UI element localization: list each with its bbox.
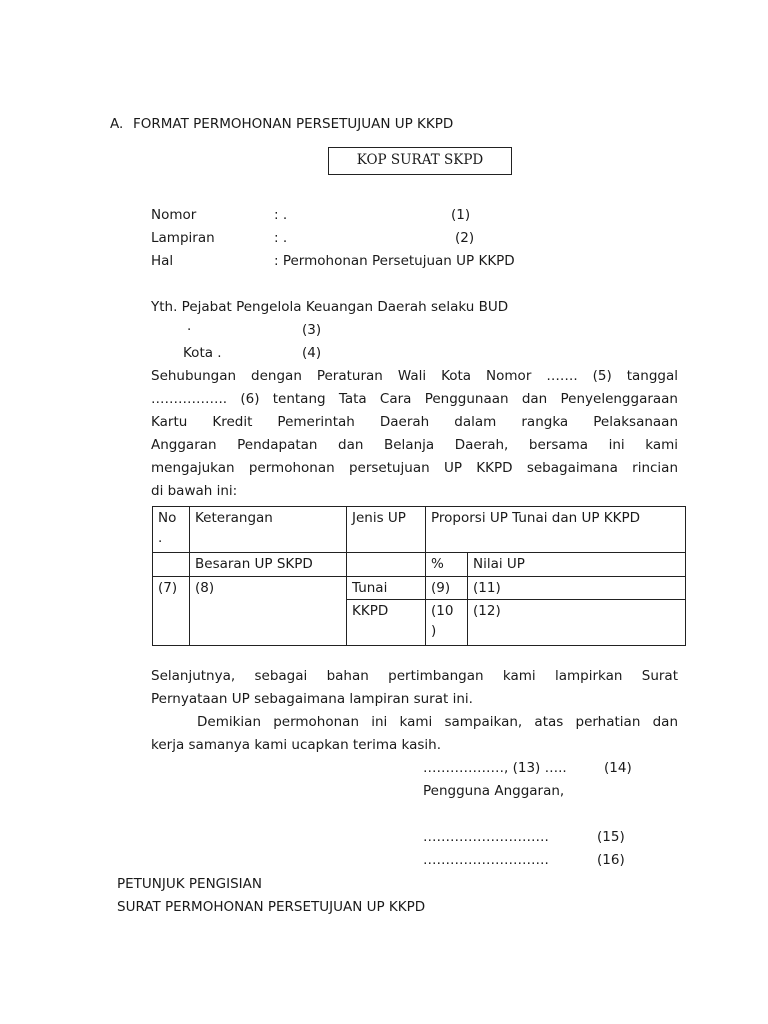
paragraph-line: Pernyataan UP sebagaimana lampiran surat ini.: [151, 691, 473, 707]
paragraph-line: Selanjutnya, sebagai bahan pertimbangan kami lampirkan Surat: [151, 668, 678, 684]
table-subheader-row: [153, 553, 686, 577]
header-proporsi: Proporsi UP Tunai dan UP KKPD: [426, 507, 686, 553]
header-jenis-up: Jenis UP: [347, 507, 426, 553]
paragraph-line: …………….. (6) tentang Tata Cara Penggunaan dan Penyelenggaraan: [151, 391, 678, 407]
field-ref-lampiran: (2): [455, 230, 475, 246]
cell-nilai-tunai: (11): [468, 577, 686, 600]
paragraph-line: Demikian permohonan ini kami sampaikan, atas perhatian dan: [197, 714, 678, 730]
table-cell: [153, 553, 190, 577]
place-date: ………………, (13) …..: [423, 760, 567, 776]
addressee-name-ref: (3): [302, 322, 322, 338]
cell-no: (7): [153, 577, 190, 646]
cell-percent-tunai: (9): [426, 577, 468, 600]
field-value-lampiran: : .: [274, 230, 288, 246]
addressee-city: Kota .: [183, 345, 222, 361]
paragraph-line: Anggaran Pendapatan dan Belanja Daerah, bersama ini kami: [151, 437, 678, 453]
cell-jenis-kkpd: KKPD: [347, 600, 426, 646]
signer-nip: ……………………….: [423, 852, 549, 868]
paragraph-line: mengajukan permohonan persetujuan UP KKPD sebagaimana rincian: [151, 460, 678, 476]
table-cell: [347, 553, 426, 577]
field-label-lampiran: Lampiran: [151, 230, 215, 246]
instructions-subheading: SURAT PERMOHONAN PERSETUJUAN UP KKPD: [117, 899, 426, 915]
cell-percent-kkpd: (10 ): [426, 600, 468, 646]
cell-jenis-tunai: Tunai: [347, 577, 426, 600]
section-marker: A.: [110, 116, 124, 132]
signer-role: Pengguna Anggaran,: [423, 783, 565, 799]
addressee-city-ref: (4): [302, 345, 322, 361]
table-row: [153, 577, 686, 600]
paragraph-line: kerja samanya kami ucapkan terima kasih.: [151, 737, 442, 753]
instructions-heading: PETUNJUK PENGISIAN: [117, 876, 262, 892]
field-label-hal: Hal: [151, 253, 174, 269]
addressee-line: Yth. Pejabat Pengelola Keuangan Daerah selaku BUD: [151, 299, 509, 315]
field-value-nomor: : .: [274, 207, 288, 223]
paragraph-line: Kartu Kredit Pemerintah Daerah dalam rangka Pelaksanaan: [151, 414, 678, 430]
signer-name: ……………………….: [423, 829, 549, 845]
section-title: FORMAT PERMOHONAN PERSETUJUAN UP KKPD: [133, 116, 454, 132]
signer-name-ref: (15): [597, 829, 625, 845]
table-header-row: [153, 507, 686, 553]
addressee-name: ·: [187, 322, 192, 338]
cell-nilai-kkpd: (12): [468, 600, 686, 646]
kop-surat-box: KOP SURAT SKPD: [328, 147, 512, 175]
paragraph-line: di bawah ini:: [151, 483, 238, 499]
subheader-besaran: Besaran UP SKPD: [190, 553, 347, 577]
field-label-nomor: Nomor: [151, 207, 197, 223]
field-ref-nomor: (1): [451, 207, 471, 223]
paragraph-line: Sehubungan dengan Peraturan Wali Kota Nomor ……. (5) tanggal: [151, 368, 678, 384]
cell-keterangan: (8): [190, 577, 347, 646]
header-no: No .: [153, 507, 190, 553]
signer-nip-ref: (16): [597, 852, 625, 868]
up-proportion-table: [152, 506, 686, 646]
subheader-nilai: Nilai UP: [468, 553, 686, 577]
place-date-ref: (14): [604, 760, 632, 776]
subheader-percent: %: [426, 553, 468, 577]
field-value-hal: : Permohonan Persetujuan UP KKPD: [274, 253, 515, 269]
header-keterangan: Keterangan: [190, 507, 347, 553]
